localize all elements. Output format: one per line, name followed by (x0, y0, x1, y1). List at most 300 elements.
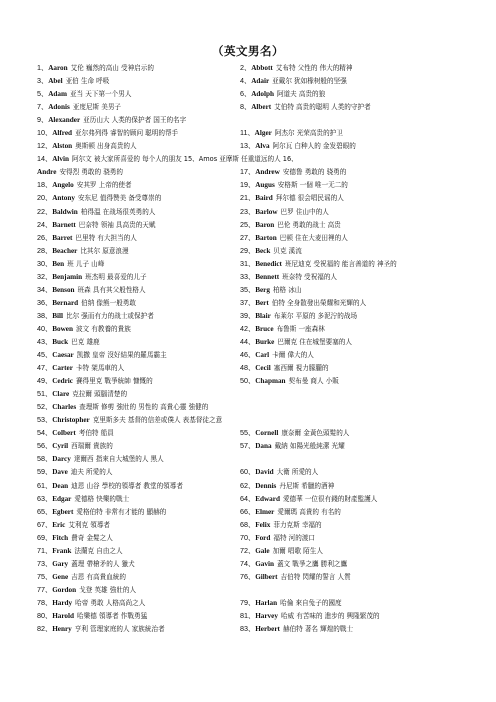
entry-number: 70、 (240, 532, 256, 542)
entry-number: 74、 (240, 558, 256, 568)
name-row (37, 257, 467, 270)
entry-number: 61、 (37, 480, 53, 490)
chinese-meaning: 塞西爾 視力朦朧的 (273, 364, 329, 373)
entry-number: 27、 (240, 232, 256, 242)
name-row (37, 74, 467, 87)
name-row (37, 583, 467, 596)
chinese-meaning: 巴罗 住山中的人 (280, 207, 329, 216)
entry-number: 33、 (240, 271, 256, 281)
english-name: Chapman (255, 377, 286, 386)
chinese-meaning: 亚伯 生命 呼吸 (65, 77, 110, 86)
name-row (37, 622, 467, 635)
chinese-meaning: 哈倫 來自兔子的國度 (280, 598, 342, 607)
name-entry (240, 270, 337, 284)
name-entry (240, 465, 318, 479)
chinese-meaning: 赫伯特 著名 輝煌的戰士 (282, 625, 354, 634)
entry-number: 18、 (37, 180, 53, 190)
name-row (37, 387, 467, 400)
entry-number: 23、 (240, 206, 256, 216)
name-row (37, 609, 467, 622)
chinese-meaning: 安格斯 一個 唯一无二的 (277, 181, 348, 190)
english-name: Baron (255, 220, 275, 229)
entry-number: 47、 (37, 363, 53, 373)
chinese-meaning: 福特 河的渡口 (273, 533, 316, 542)
entry-number: 64、 (240, 493, 256, 503)
entry-number: 75、 (37, 571, 53, 581)
entry-number: 44、 (240, 336, 256, 346)
entry-number: 83、 (240, 624, 256, 634)
english-name: Alger (254, 129, 272, 138)
name-row (37, 492, 467, 505)
name-entry (240, 622, 353, 636)
name-row (37, 544, 467, 557)
chinese-meaning: 艾伯特 高贵的聪明 人类的守护者 (274, 103, 371, 112)
name-entry (37, 400, 467, 414)
name-row (37, 400, 467, 413)
entry-number: 32、 (37, 271, 53, 281)
english-name: Bennett (255, 272, 280, 281)
entry-number: 35、 (240, 284, 256, 294)
english-name: Elmer (255, 507, 275, 516)
name-row (37, 596, 467, 609)
english-name: Edgar (52, 494, 72, 503)
chinese-meaning: 阿道夫 高贵的狼 (276, 90, 326, 99)
name-row (37, 178, 467, 191)
chinese-meaning: 蓋文 戰爭之鷹 勝利之鷹 (276, 559, 348, 568)
english-name: Cedric (52, 377, 73, 386)
entry-number: 62、 (240, 480, 256, 490)
entry-number: 54、 (37, 428, 53, 438)
entry-number: 13、 (240, 141, 256, 151)
chinese-meaning: 艾伦 巍然的高山 受神启示的 (70, 64, 154, 72)
english-name: Adair (251, 77, 270, 86)
name-row (37, 479, 467, 492)
name-entry (240, 479, 334, 493)
name-entry (37, 505, 166, 519)
name-row (37, 531, 467, 544)
english-name: Clare (52, 390, 70, 399)
entry-number: 4、 (240, 76, 252, 86)
entry-number: 51、 (37, 389, 53, 399)
chinese-meaning: 克拉爾 頭腦清楚的 (72, 390, 128, 399)
entry-number: 82、 (37, 624, 53, 634)
entry-number: 67、 (37, 519, 53, 529)
chinese-meaning: 亨利 管理家庭的人 家族統治者 (74, 625, 165, 634)
entry-number: 19、 (240, 180, 256, 190)
name-entry (240, 205, 329, 219)
name-entry (37, 609, 147, 623)
english-name: Dennis (255, 481, 277, 490)
entry-number: 59、 (37, 467, 53, 477)
entry-number: 79、 (240, 597, 256, 607)
entry-number: 17、 (240, 167, 256, 177)
entry-number: 9、 (37, 115, 49, 125)
name-entry (240, 178, 348, 192)
entry-number: 2、 (240, 63, 252, 72)
entry-number: 14、 (37, 154, 53, 164)
chinese-meaning: 加爾 唱歌 陌生人 (272, 546, 323, 555)
entry-number: 46、 (240, 350, 256, 360)
entry-number: 72、 (240, 545, 256, 555)
entry-number: 55、 (240, 428, 256, 438)
entry-number: 73、 (37, 558, 53, 568)
chinese-meaning: 艾利克 領導者 (68, 520, 111, 529)
english-name: Bernard (52, 298, 79, 307)
name-row (37, 348, 467, 361)
name-row (37, 322, 467, 335)
chinese-meaning: 亚当 天下第一个男人 (69, 90, 132, 99)
name-row (37, 87, 467, 100)
name-entry (240, 609, 380, 623)
english-name: Dana (255, 442, 272, 451)
name-entry (37, 531, 113, 545)
entry-number: 5、 (37, 89, 49, 99)
chinese-meaning: 艾布特 父性的 伟大的精神 (275, 64, 353, 72)
name-entry (37, 205, 155, 219)
name-entry (240, 74, 347, 88)
name-row (37, 152, 467, 165)
english-name: Gilbert (255, 572, 278, 581)
name-entry (37, 479, 183, 493)
english-name: Barton (255, 233, 277, 242)
name-entry (240, 518, 322, 532)
name-entry (37, 622, 165, 636)
chinese-meaning: 巴顿 住在大麦田裡的人 (279, 233, 348, 242)
chinese-meaning: 班尼迪克 受祝福的 能言善道的 神圣的 (284, 259, 397, 268)
entry-number: 63、 (37, 493, 53, 503)
chinese-meaning: 布鲁斯 一座森林 (276, 324, 325, 333)
name-entry (37, 87, 131, 101)
entry-number: 45、 (37, 350, 53, 360)
chinese-meaning: 阿尔瓦 白种人的 金发碧眼的 (272, 142, 356, 151)
chinese-meaning: 巴奈特 领袖 具高贵的天赋 (78, 220, 156, 229)
chinese-meaning: 伯纳 像熊一般勇敢 (81, 298, 136, 307)
english-name: Andrew (255, 168, 280, 177)
name-row (37, 100, 467, 113)
name-row (37, 335, 467, 348)
name-entry (37, 296, 136, 310)
entry-number: 57、 (240, 441, 256, 451)
english-name: Bowen (52, 324, 73, 333)
chinese-meaning: 柏格 冰山 (272, 285, 302, 294)
english-name: Bruce (255, 324, 274, 333)
name-entry (37, 178, 132, 192)
chinese-meaning: 安德鲁 勇敢的 骁勇的 (282, 168, 347, 177)
chinese-meaning: 康奈爾 金黃色頭髮的人 (281, 429, 350, 438)
english-name: Abbott (251, 64, 273, 72)
english-name: Barret (52, 233, 73, 242)
name-row (37, 61, 467, 74)
english-name: Fitch (52, 533, 69, 542)
name-entry (37, 100, 121, 114)
chinese-meaning: 安其罗 上帝的使者 (76, 181, 132, 190)
name-entry (240, 557, 347, 571)
name-row (37, 505, 467, 518)
entry-number: 30、 (37, 258, 53, 268)
chinese-meaning: 西瑞爾 貴族的 (71, 442, 113, 451)
chinese-meaning: 愛格伯特 非常有才能的 顯赫的 (76, 507, 167, 516)
english-name: Alexander (48, 116, 81, 125)
english-name: Burke (255, 337, 275, 346)
english-name: Andre (37, 168, 57, 177)
english-name: Egbert (52, 507, 74, 516)
name-row (37, 126, 467, 139)
name-row (37, 413, 467, 426)
english-name: Beck (255, 246, 271, 255)
chinese-meaning: 戈登 英雄 強壯的人 (79, 585, 137, 594)
name-entry (37, 309, 154, 323)
english-name: Berg (255, 285, 270, 294)
chinese-meaning: 班杰明 最喜爱的儿子 (85, 272, 147, 281)
name-entry (37, 231, 137, 245)
entry-number: 20、 (37, 193, 53, 203)
name-row (37, 218, 467, 231)
english-name: Adolph (251, 90, 274, 99)
english-name: Adonis (48, 103, 70, 112)
chinese-meaning: 達爾西 指來自大城堡的人 黑人 (73, 455, 164, 464)
entry-number: 38、 (37, 310, 53, 320)
english-name: Gale (255, 546, 270, 555)
chinese-meaning: 丹尼斯 希臘的酒神 (279, 481, 335, 490)
english-name: Adam (48, 90, 67, 99)
name-entry (240, 165, 346, 179)
entry-number: 77、 (37, 584, 53, 594)
name-row (37, 191, 467, 204)
english-name: Benjamin (52, 272, 83, 281)
name-entry (240, 426, 349, 440)
chinese-meaning: 賽得里克 戰爭統帥 慷慨的 (75, 377, 153, 386)
name-entry (240, 348, 314, 362)
entry-number: 49、 (37, 376, 53, 386)
name-entry (37, 165, 123, 179)
name-entry (37, 465, 112, 479)
entry-number: 52、 (37, 402, 53, 412)
name-entry (37, 152, 467, 166)
english-name: Baird (255, 194, 273, 203)
chinese-meaning: 哈帝 勇敢 人格高尚之人 (75, 598, 146, 607)
chinese-meaning: 哈樂德 領導者 作戰勇猛 (77, 611, 148, 620)
name-entry (37, 439, 113, 453)
name-row (37, 374, 467, 387)
entry-number: 42、 (240, 323, 256, 333)
english-name: Hardy (52, 598, 73, 607)
chinese-meaning: 卡爾 偉大的人 (272, 351, 314, 360)
chinese-meaning: 巴克 雄鹿 (71, 337, 100, 346)
name-entry (240, 218, 341, 232)
name-entry (240, 296, 366, 310)
chinese-meaning: 伯特 全身散發出榮耀和光輝的人 (271, 298, 367, 307)
chinese-meaning: 班奈特 受祝福的人 (282, 272, 338, 281)
name-entry (37, 257, 104, 271)
name-entry (240, 100, 371, 114)
english-name: Buck (52, 337, 69, 346)
chinese-meaning: 哈威 有苦味的 進步的 興隆繁茂的 (280, 611, 380, 620)
chinese-meaning: 班 儿子 山峰 (67, 259, 105, 268)
english-name: Herbert (255, 625, 280, 634)
name-entry (37, 452, 467, 466)
chinese-meaning: 查理斯 修剪 強壯的 男性的 高貴心靈 強健的 (79, 403, 209, 412)
entry-number: 24、 (37, 219, 53, 229)
entry-number: 76、 (240, 571, 256, 581)
entry-number: 11、 (240, 128, 255, 138)
name-entry (37, 126, 178, 140)
name-entry (37, 218, 155, 232)
english-name: Cornell (255, 429, 279, 438)
english-name: Benson (52, 285, 75, 294)
chinese-meaning: 亚戴尔 犹如橡树般的坚强 (272, 77, 347, 86)
name-entry (37, 270, 147, 284)
entry-number: 28、 (37, 245, 53, 255)
english-name: Colbert (52, 429, 76, 438)
name-entry (240, 505, 341, 519)
name-entry (240, 139, 356, 153)
name-entry (37, 348, 167, 362)
chinese-meaning: 大衛 所愛的人 (276, 468, 319, 477)
english-name: Beacher (52, 246, 78, 255)
entry-number: 65、 (37, 506, 53, 516)
entry-number: 21、 (240, 193, 256, 203)
name-entry (240, 361, 329, 375)
english-name: Aaron (48, 64, 68, 72)
entry-number: 8、 (240, 102, 252, 112)
name-entry (37, 74, 109, 88)
entry-number: 26、 (37, 232, 53, 242)
name-row (37, 465, 467, 478)
english-name: Edward (255, 494, 280, 503)
entry-number: 12、 (37, 141, 53, 151)
name-entry (37, 413, 467, 427)
chinese-meaning: 巴爾克 住在城堡要塞的人 (277, 337, 352, 346)
entry-number: 66、 (240, 506, 256, 516)
name-entry (37, 139, 137, 153)
entry-number: 60、 (240, 467, 256, 477)
english-name: Felix (255, 520, 271, 529)
name-entry (37, 244, 129, 258)
english-name: Carl (255, 351, 270, 360)
entry-number: 22、 (37, 206, 53, 216)
chinese-meaning: 布莱尔 平原的 多泥泞的战场 (273, 311, 358, 320)
name-entry (37, 583, 467, 597)
english-name: Blair (255, 311, 271, 320)
chinese-meaning: 吉伯特 閃耀的誓言 人質 (280, 572, 351, 581)
name-entry (37, 492, 129, 506)
name-entry (240, 544, 323, 558)
name-row (37, 231, 467, 244)
name-row (37, 557, 467, 570)
english-name: Henry (52, 625, 72, 634)
english-name: Cecil (255, 364, 271, 373)
name-row (37, 113, 467, 126)
english-name: Dave (52, 468, 68, 477)
entry-number: 69、 (37, 532, 53, 542)
name-entry (240, 596, 342, 610)
name-entry (37, 374, 153, 388)
english-name: Baldwin (52, 207, 78, 216)
name-row (37, 283, 467, 296)
name-row (37, 165, 467, 178)
english-name: Gavin (255, 559, 274, 568)
chinese-meaning: 奥斯顿 出身高贵的人 (75, 142, 137, 151)
entry-number: 37、 (240, 297, 256, 307)
chinese-meaning: 安东尼 值得赞美 备受尊崇的 (77, 194, 162, 203)
name-entry (240, 439, 345, 453)
name-entry (37, 557, 135, 571)
chinese-meaning: 亚度尼斯 美男子 (72, 103, 122, 112)
entry-number: 31、 (240, 258, 256, 268)
entry-number: 43、 (37, 336, 53, 346)
name-entry (37, 596, 145, 610)
english-name: Abel (48, 77, 63, 86)
chinese-meaning: 贝克 溪流 (273, 246, 302, 255)
english-name: Augus (255, 181, 275, 190)
entry-number: 78、 (37, 597, 53, 607)
chinese-meaning: 愛爾瑪 高貴的 有名的 (277, 507, 341, 516)
chinese-meaning: 拜尔德 很会唱民谣的人 (275, 194, 344, 203)
entry-number: 29、 (240, 245, 256, 255)
english-name: Caesar (52, 351, 74, 360)
chinese-meaning: 蓋理 帶槍矛的人 獵犬 (71, 559, 135, 568)
name-list (37, 61, 467, 635)
chinese-meaning: 考伯特 船員 (78, 429, 114, 438)
english-name: Gordon (52, 585, 77, 594)
entry-number: 48、 (240, 363, 256, 373)
name-entry (37, 387, 467, 401)
chinese-meaning: 比尔 强而有力的战士或保护者 (65, 311, 154, 320)
chinese-meaning: 巴伦 勇敢的战士 高贵 (277, 220, 341, 229)
name-entry (240, 61, 353, 75)
name-entry (37, 361, 124, 375)
chinese-meaning: 阿尔文 被大家所喜爱的 每个人的朋友 15、Amos 亚摩斯 任重道远的人 16、 (71, 155, 298, 164)
name-row (37, 309, 467, 322)
name-entry (240, 257, 397, 271)
english-name: Eric (52, 520, 66, 529)
name-entry (240, 309, 357, 323)
name-row (37, 570, 467, 583)
name-entry (240, 283, 301, 297)
english-name: Harold (52, 611, 75, 620)
name-entry (240, 126, 343, 140)
chinese-meaning: 卡特 架馬車的人 (75, 364, 125, 373)
english-name: Barlow (255, 207, 278, 216)
name-entry (240, 322, 325, 336)
name-row (37, 452, 467, 465)
entry-number: 81、 (240, 610, 256, 620)
name-row (37, 205, 467, 218)
name-row (37, 361, 467, 374)
english-name: Gary (52, 559, 69, 568)
english-name: Frank (52, 546, 72, 555)
english-name: Benedict (255, 259, 282, 268)
english-name: Albert (251, 103, 272, 112)
chinese-meaning: 迪恩 山谷 學校的領導者 教堂的領導者 (71, 481, 183, 490)
chinese-meaning: 吉恩 有高貴血統的 (71, 572, 127, 581)
name-entry (37, 322, 131, 336)
english-name: Harlan (255, 598, 278, 607)
entry-number: 58、 (37, 454, 53, 464)
entry-number: 6、 (240, 89, 252, 99)
english-name: Gene (52, 572, 69, 581)
name-row (37, 296, 467, 309)
english-name: Antony (52, 194, 75, 203)
name-entry (37, 113, 467, 127)
english-name: Angelo (52, 181, 74, 190)
chinese-meaning: 亚尔弗列得 睿智的顾问 聪明的帮手 (75, 129, 179, 138)
name-row (37, 270, 467, 283)
chinese-meaning: 克里斯多夫 基督的信差或僕人 表基督徒之意 (92, 416, 223, 425)
english-name: Bill (52, 311, 63, 320)
entry-number: 50、 (240, 376, 256, 386)
english-name: Alston (52, 142, 73, 151)
